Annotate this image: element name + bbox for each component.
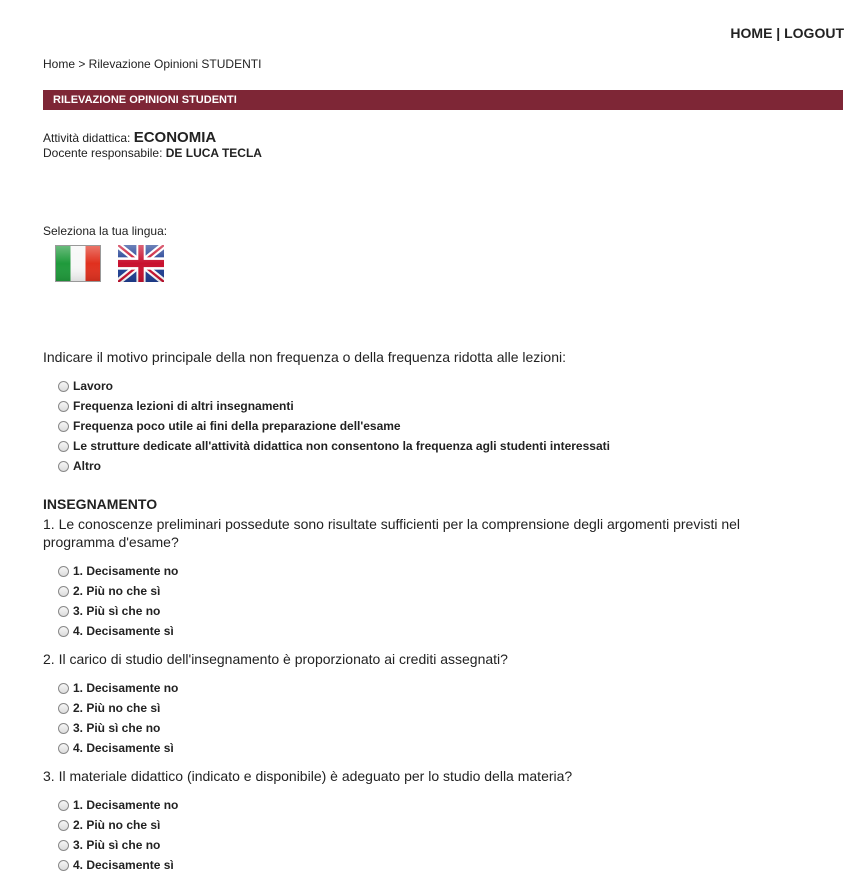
english-flag-icon[interactable] — [118, 245, 164, 282]
option-label: Lavoro — [73, 379, 114, 393]
radio-button[interactable] — [58, 743, 69, 754]
option-label: 1. Decisamente no — [73, 564, 179, 578]
top-nav — [730, 25, 844, 41]
section-title: INSEGNAMENTO — [43, 496, 158, 512]
radio-button[interactable] — [58, 723, 69, 734]
option-label: Frequenza lezioni di altri insegnamenti — [73, 399, 294, 413]
radio-button[interactable] — [58, 461, 69, 472]
answer-option[interactable] — [58, 837, 160, 853]
radio-button[interactable] — [58, 441, 69, 452]
radio-button[interactable] — [58, 401, 69, 412]
question-1-text: 1. Le conoscenze preliminari possedute sono risultate sufficienti per la comprensione degli argomenti previsti nel programma d'esame? — [43, 516, 741, 550]
radio-button[interactable] — [58, 703, 69, 714]
answer-option[interactable] — [58, 583, 160, 599]
option-label: 3. Più sì che no — [73, 604, 161, 618]
activity-value: ECONOMIA — [133, 129, 217, 146]
motivo-question: Indicare il motivo principale della non frequenza o della frequenza ridotta alle lezioni: — [43, 349, 566, 365]
breadcrumb: Home > Rilevazione Opinioni STUDENTI — [43, 57, 262, 71]
option-label: 4. Decisamente sì — [73, 858, 174, 872]
motivo-option[interactable] — [58, 398, 294, 414]
answer-option[interactable] — [58, 817, 160, 833]
radio-button[interactable] — [58, 840, 69, 851]
radio-button[interactable] — [58, 381, 69, 392]
option-label: 3. Più sì che no — [73, 838, 161, 852]
motivo-option[interactable] — [58, 438, 610, 454]
radio-button[interactable] — [58, 586, 69, 597]
course-info — [43, 130, 262, 161]
answer-option[interactable] — [58, 857, 174, 873]
option-label: 4. Decisamente sì — [73, 624, 174, 638]
answer-option[interactable] — [58, 623, 174, 639]
radio-button[interactable] — [58, 820, 69, 831]
question-3-text: 3. Il materiale didattico (indicato e disponibile) è adeguato per lo studio della materia? — [43, 768, 573, 784]
radio-button[interactable] — [58, 421, 69, 432]
answer-option[interactable] — [58, 740, 174, 756]
radio-button[interactable] — [58, 800, 69, 811]
option-label: 2. Più no che sì — [73, 818, 161, 832]
page-banner: RILEVAZIONE OPINIONI STUDENTI — [43, 90, 843, 110]
motivo-option[interactable] — [58, 418, 401, 434]
radio-button[interactable] — [58, 683, 69, 694]
answer-option[interactable] — [58, 720, 160, 736]
option-label: 1. Decisamente no — [73, 681, 179, 695]
radio-button[interactable] — [58, 606, 69, 617]
motivo-option[interactable] — [58, 458, 101, 474]
radio-button[interactable] — [58, 566, 69, 577]
answer-option[interactable] — [58, 680, 178, 696]
option-label: Frequenza poco utile ai fini della preparazione dell'esame — [73, 419, 401, 433]
logout-link[interactable]: LOGOUT — [784, 25, 844, 41]
option-label: 4. Decisamente sì — [73, 741, 174, 755]
teacher-value: DE LUCA TECLA — [165, 146, 262, 160]
answer-option[interactable] — [58, 797, 178, 813]
italian-flag-icon[interactable] — [55, 245, 101, 282]
option-label: 2. Più no che sì — [73, 584, 161, 598]
option-label: Altro — [73, 459, 101, 473]
answer-option[interactable] — [58, 603, 160, 619]
answer-option[interactable] — [58, 563, 178, 579]
option-label: 1. Decisamente no — [73, 798, 179, 812]
option-label: 2. Più no che sì — [73, 701, 161, 715]
teacher-label: Docente responsabile: — [43, 146, 166, 160]
answer-option[interactable] — [58, 700, 160, 716]
home-link[interactable]: HOME — [730, 25, 773, 41]
radio-button[interactable] — [58, 860, 69, 871]
question-2-text: 2. Il carico di studio dell'insegnamento è proporzionato ai crediti assegnati? — [43, 651, 508, 667]
option-label: Le strutture dedicate all'attività didattica non consentono la frequenza agli studenti interessati — [73, 439, 610, 453]
language-label: Seleziona la tua lingua: — [43, 224, 168, 238]
activity-label: Attività didattica: — [43, 131, 134, 145]
nav-separator: | — [772, 25, 785, 41]
motivo-option[interactable] — [58, 378, 113, 394]
radio-button[interactable] — [58, 626, 69, 637]
option-label: 3. Più sì che no — [73, 721, 161, 735]
